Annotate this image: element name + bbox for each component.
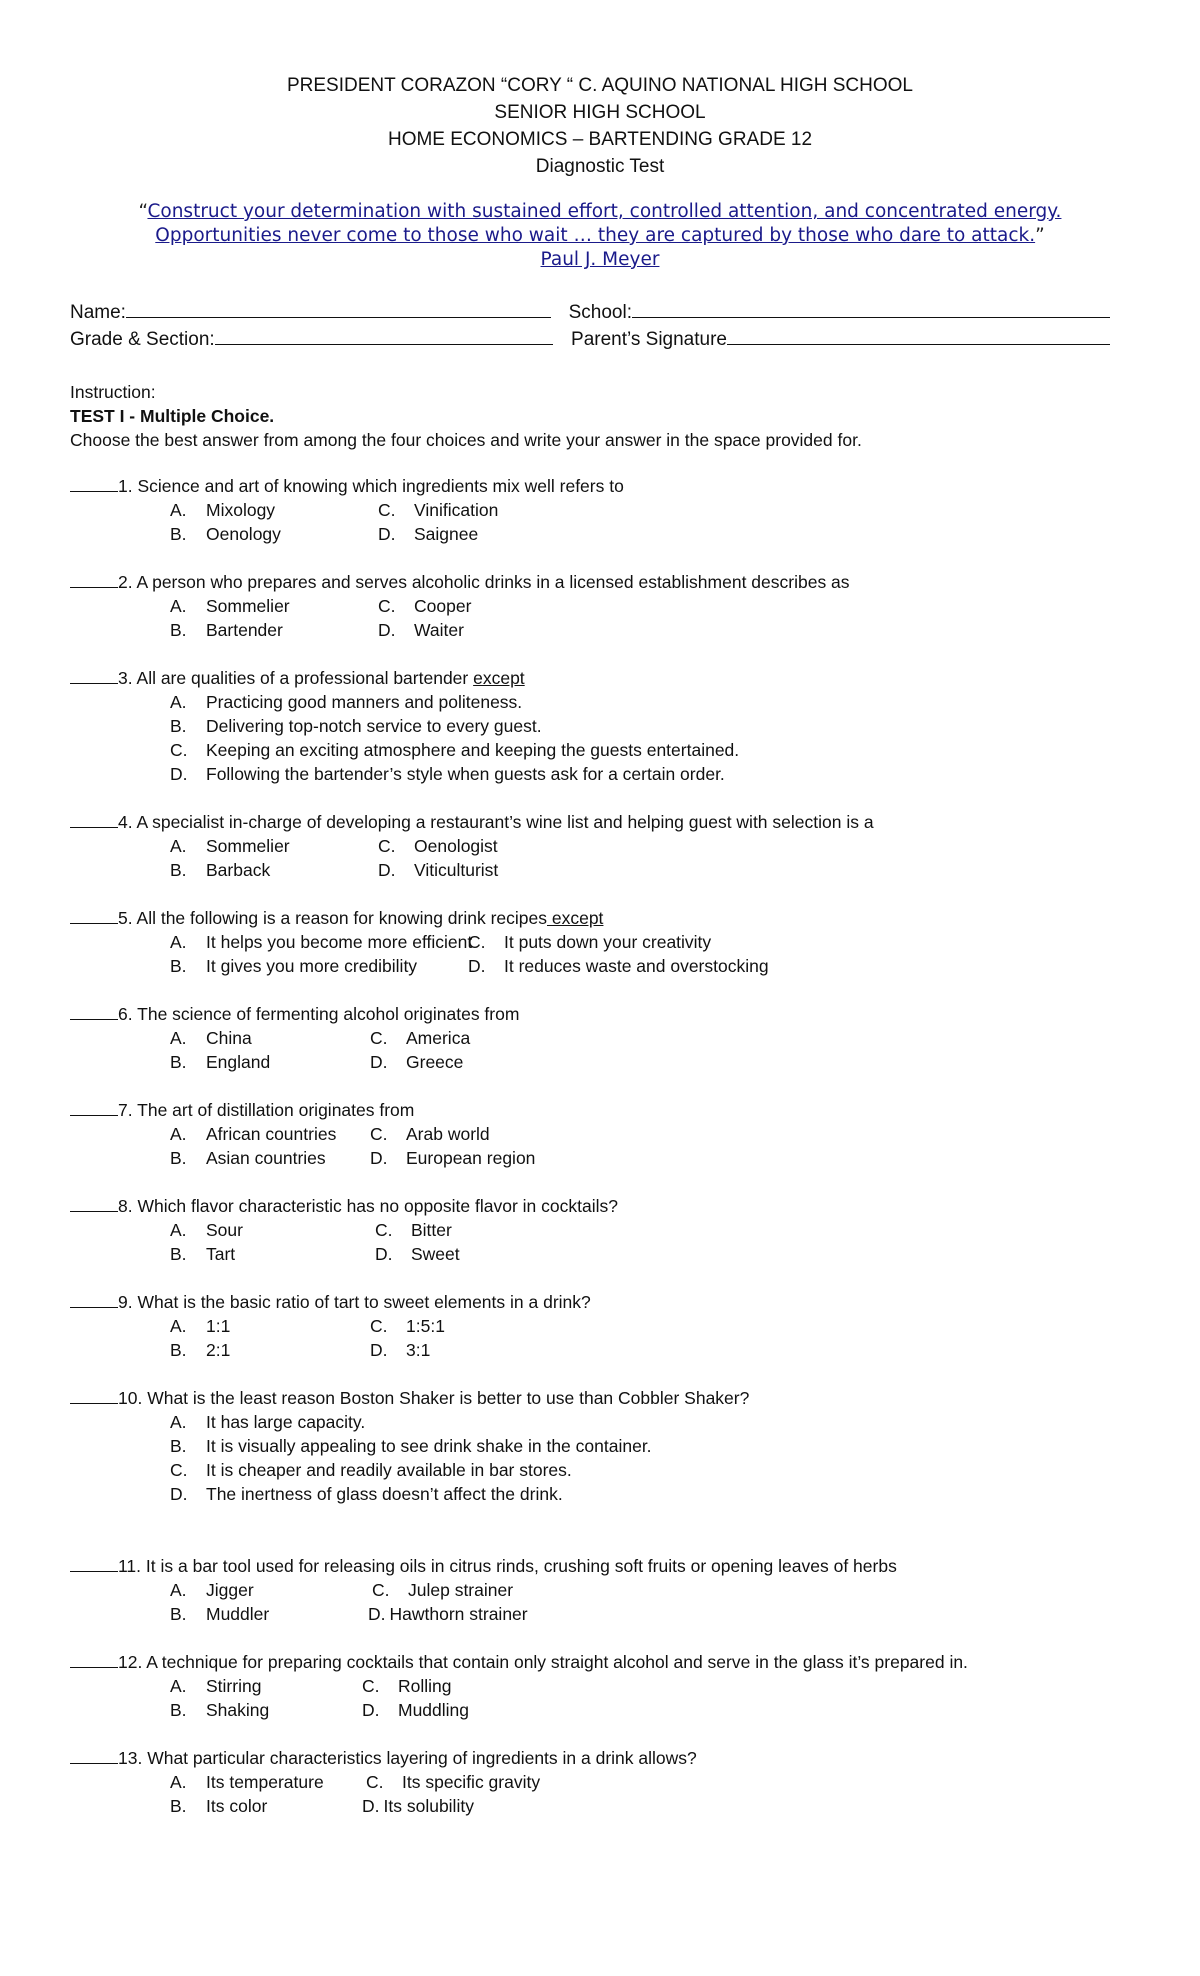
question-stem xyxy=(70,1746,1140,1770)
option-row xyxy=(70,1698,1140,1722)
option-text: It is cheaper and readily available in bar stores. xyxy=(206,1460,572,1480)
instructions xyxy=(70,380,1130,452)
option-letter: A. xyxy=(170,1316,187,1336)
quote-close-mark: ” xyxy=(1035,225,1045,246)
answer-options xyxy=(70,1122,1140,1170)
option-row xyxy=(70,1434,1140,1458)
option-letter: C. xyxy=(362,1676,380,1696)
option-letter: C. xyxy=(378,500,396,520)
option-text: Sour xyxy=(206,1220,243,1240)
option-text: 2:1 xyxy=(206,1340,231,1360)
answer-option xyxy=(372,1578,513,1602)
question-text: A person who prepares and serves alcoholic drinks in a licensed establishment describes as xyxy=(136,572,850,592)
option-text: Its solubility xyxy=(383,1796,474,1816)
answer-option xyxy=(378,618,464,642)
question-stem xyxy=(70,474,1140,498)
option-text: Stirring xyxy=(206,1676,262,1696)
answer-option xyxy=(170,594,290,618)
answer-option xyxy=(375,1218,452,1242)
answer-option xyxy=(170,1026,252,1050)
option-letter: A. xyxy=(170,596,187,616)
option-text: 3:1 xyxy=(406,1340,431,1360)
answer-option xyxy=(362,1674,452,1698)
option-text: Asian countries xyxy=(206,1148,326,1168)
option-letter: B. xyxy=(170,1700,187,1720)
question-text: A specialist in-charge of developing a restaurant’s wine list and helping guest with selection is a xyxy=(136,812,874,832)
answer-blank[interactable] xyxy=(70,475,118,492)
answer-option xyxy=(170,498,275,522)
option-letter: D. xyxy=(378,860,396,880)
option-text: The inertness of glass doesn’t affect the drink. xyxy=(206,1484,563,1504)
option-text: Rolling xyxy=(398,1676,452,1696)
option-text: Delivering top-notch service to every guest. xyxy=(206,716,542,736)
answer-blank[interactable] xyxy=(70,907,118,924)
answer-option xyxy=(170,1698,269,1722)
option-text: Keeping an exciting atmosphere and keeping the guests entertained. xyxy=(206,740,740,760)
option-row xyxy=(70,1482,1140,1506)
answer-option xyxy=(366,1770,540,1794)
instruction-label: Instruction: xyxy=(70,382,156,402)
answer-option xyxy=(370,1314,445,1338)
option-letter: B. xyxy=(170,716,187,736)
option-letter: B. xyxy=(170,1436,187,1456)
answer-blank[interactable] xyxy=(70,1555,118,1572)
option-letter: D. xyxy=(370,1340,388,1360)
option-text: Viticulturist xyxy=(414,860,499,880)
question-stem xyxy=(70,1098,1140,1122)
answer-option xyxy=(170,954,417,978)
option-letter: C. xyxy=(370,1316,388,1336)
option-text: Julep strainer xyxy=(408,1580,514,1600)
option-text: 1:1 xyxy=(206,1316,231,1336)
option-text: Cooper xyxy=(414,596,472,616)
question-stem xyxy=(70,1290,1140,1314)
option-text: Greece xyxy=(406,1052,464,1072)
option-text: Muddler xyxy=(206,1604,270,1624)
answer-blank[interactable] xyxy=(70,1291,118,1308)
option-letter: B. xyxy=(170,860,187,880)
answer-options xyxy=(70,1026,1140,1074)
question-number: 10. xyxy=(118,1388,143,1408)
option-text: Its specific gravity xyxy=(402,1772,541,1792)
answer-blank[interactable] xyxy=(70,1651,118,1668)
option-row xyxy=(70,522,1140,546)
option-row xyxy=(70,1314,1140,1338)
option-letter: D. xyxy=(362,1700,380,1720)
quote-line-1: Construct your determination with sustained effort, controlled attention, and concentrated energy. xyxy=(147,201,1062,222)
option-letter: D. xyxy=(370,1052,388,1072)
answer-options xyxy=(70,1770,1140,1818)
test-title: Diagnostic Test xyxy=(535,156,665,177)
option-letter: C. xyxy=(372,1580,390,1600)
answer-options xyxy=(70,690,1140,786)
option-letter: A. xyxy=(170,836,187,856)
option-row xyxy=(70,954,1140,978)
option-letter: C. xyxy=(170,1460,188,1480)
question-number: 6. xyxy=(118,1004,133,1024)
option-text: It is visually appealing to see drink shake in the container. xyxy=(206,1436,652,1456)
option-text: It puts down your creativity xyxy=(504,932,712,952)
option-text: Its temperature xyxy=(206,1772,324,1792)
question-number: 1. xyxy=(118,476,133,496)
option-letter: A. xyxy=(170,692,187,712)
option-letter: B. xyxy=(170,1052,187,1072)
question-number: 2. xyxy=(118,572,133,592)
answer-option xyxy=(170,834,290,858)
option-row xyxy=(70,1026,1140,1050)
option-text: Shaking xyxy=(206,1700,270,1720)
answer-option xyxy=(370,1122,490,1146)
motivational-quote xyxy=(0,200,1200,272)
option-letter: A. xyxy=(170,1412,187,1432)
test-section-title: TEST I - Multiple Choice. xyxy=(70,406,275,426)
answer-option xyxy=(170,522,281,546)
question-item xyxy=(70,1554,1140,1626)
answer-option xyxy=(378,834,498,858)
answer-option xyxy=(170,690,522,714)
question-stem xyxy=(70,1194,1140,1218)
answer-option xyxy=(362,1794,474,1818)
answer-options xyxy=(70,930,1140,978)
question-text: What particular characteristics layering of ingredients in a drink allows? xyxy=(147,1748,697,1768)
question-item xyxy=(70,1746,1140,1818)
answer-option xyxy=(170,1242,235,1266)
option-row xyxy=(70,498,1140,522)
option-text: China xyxy=(206,1028,252,1048)
option-letter: D. xyxy=(370,1148,388,1168)
option-letter: C. xyxy=(370,1124,388,1144)
option-letter: B. xyxy=(170,1796,187,1816)
name-field-line[interactable] xyxy=(126,299,551,318)
answer-blank[interactable] xyxy=(70,811,118,828)
option-letter: B. xyxy=(170,1244,187,1264)
question-item xyxy=(70,666,1140,786)
option-text: It has large capacity. xyxy=(206,1412,366,1432)
question-item xyxy=(70,570,1140,642)
option-row xyxy=(70,1458,1140,1482)
option-letter: A. xyxy=(170,1220,187,1240)
answer-option xyxy=(170,1602,269,1626)
option-text: Waiter xyxy=(414,620,464,640)
answer-option xyxy=(170,930,472,954)
answer-option xyxy=(378,498,498,522)
option-row xyxy=(70,1338,1140,1362)
question-item xyxy=(70,1194,1140,1266)
option-letter: D. xyxy=(378,620,396,640)
option-letter: D. xyxy=(170,1484,188,1504)
option-row xyxy=(70,762,1140,786)
option-letter: D. xyxy=(468,956,486,976)
option-letter: D. xyxy=(170,764,188,784)
option-row xyxy=(70,1242,1140,1266)
option-letter: A. xyxy=(170,932,187,952)
answer-option xyxy=(375,1242,460,1266)
answer-option xyxy=(370,1050,463,1074)
answer-option xyxy=(170,1434,652,1458)
question-stem xyxy=(70,1002,1140,1026)
question-text: What is the least reason Boston Shaker is better to use than Cobbler Shaker? xyxy=(147,1388,750,1408)
question-stem xyxy=(70,1386,1140,1410)
option-letter: C. xyxy=(170,740,188,760)
option-row xyxy=(70,1602,1140,1626)
option-letter: C. xyxy=(378,596,396,616)
answer-option xyxy=(170,1410,365,1434)
answer-options xyxy=(70,1674,1140,1722)
question-stem xyxy=(70,570,1140,594)
grade-section-field-line[interactable] xyxy=(215,326,553,345)
answer-option xyxy=(378,594,471,618)
option-text: It helps you become more efficient xyxy=(206,932,473,952)
option-letter: C. xyxy=(375,1220,393,1240)
option-text: Muddling xyxy=(398,1700,470,1720)
answer-option xyxy=(378,858,498,882)
option-letter: B. xyxy=(170,1148,187,1168)
question-text: All are qualities of a professional bartender xyxy=(136,668,474,688)
option-row xyxy=(70,1410,1140,1434)
option-text: Oenology xyxy=(206,524,281,544)
answer-blank[interactable] xyxy=(70,667,118,684)
name-label: Name: xyxy=(70,302,126,323)
option-letter: B. xyxy=(170,1604,187,1624)
answer-option xyxy=(170,762,725,786)
option-row xyxy=(70,594,1140,618)
answer-option xyxy=(468,930,711,954)
option-letter: C. xyxy=(366,1772,384,1792)
option-text: Tart xyxy=(206,1244,236,1264)
option-row xyxy=(70,858,1140,882)
option-text: America xyxy=(406,1028,471,1048)
answer-option xyxy=(170,1794,267,1818)
question-number: 12. xyxy=(118,1652,143,1672)
answer-option xyxy=(170,1146,326,1170)
option-letter: A. xyxy=(170,1772,187,1792)
option-letter: B. xyxy=(170,524,187,544)
option-text: It gives you more credibility xyxy=(206,956,418,976)
option-text: African countries xyxy=(206,1124,337,1144)
answer-options xyxy=(70,498,1140,546)
option-row xyxy=(70,1578,1140,1602)
answer-option xyxy=(468,954,769,978)
answer-option xyxy=(170,1674,261,1698)
option-letter: A. xyxy=(170,1676,187,1696)
option-letter: D. xyxy=(378,524,396,544)
option-row xyxy=(70,1674,1140,1698)
question-text: The science of fermenting alcohol originates from xyxy=(137,1004,520,1024)
answer-blank[interactable] xyxy=(70,571,118,588)
option-row xyxy=(70,1794,1140,1818)
quote-open-mark: “ xyxy=(138,201,148,222)
option-row xyxy=(70,834,1140,858)
question-stem xyxy=(70,810,1140,834)
answer-blank[interactable] xyxy=(70,1003,118,1020)
answer-option xyxy=(170,1770,324,1794)
option-text: Oenologist xyxy=(414,836,498,856)
option-text: Sweet xyxy=(411,1244,460,1264)
question-item xyxy=(70,1098,1140,1170)
option-letter: A. xyxy=(170,1028,187,1048)
option-text: Bartender xyxy=(206,620,283,640)
question-list xyxy=(70,474,1140,1842)
answer-options xyxy=(70,1314,1140,1362)
option-text: Hawthorn strainer xyxy=(389,1604,528,1624)
question-number: 9. xyxy=(118,1292,133,1312)
parent-signature-field-line[interactable] xyxy=(727,326,1110,345)
option-text: Saignee xyxy=(414,524,479,544)
quote-line-2: Opportunities never come to those who wait … they are captured by those who dare to attack. xyxy=(155,225,1036,246)
answer-option xyxy=(370,1338,430,1362)
answer-option xyxy=(170,1578,254,1602)
school-label: School: xyxy=(568,302,632,323)
option-text: Its color xyxy=(206,1796,268,1816)
option-row xyxy=(70,738,1140,762)
student-info-fields xyxy=(70,299,1110,353)
answer-blank[interactable] xyxy=(70,1387,118,1404)
option-letter: B. xyxy=(170,956,187,976)
option-text: It reduces waste and overstocking xyxy=(504,956,769,976)
option-text: Sommelier xyxy=(206,836,290,856)
question-item xyxy=(70,906,1140,978)
question-number: 11. xyxy=(118,1556,142,1576)
question-text: A technique for preparing cocktails that contain only straight alcohol and serve in the glass it’s prepared in. xyxy=(146,1652,968,1672)
question-text: Which flavor characteristic has no opposite flavor in cocktails? xyxy=(137,1196,618,1216)
subject-title: HOME ECONOMICS – BARTENDING GRADE 12 xyxy=(387,129,813,150)
question-item xyxy=(70,474,1140,546)
option-text: England xyxy=(206,1052,271,1072)
option-row xyxy=(70,930,1140,954)
instruction-text: Choose the best answer from among the four choices and write your answer in the space provided for. xyxy=(70,430,862,450)
option-text: Jigger xyxy=(206,1580,254,1600)
answer-option xyxy=(170,1338,230,1362)
question-text: It is a bar tool used for releasing oils in citrus rinds, crushing soft fruits or opening leaves of herbs xyxy=(145,1556,897,1576)
option-letter: A. xyxy=(170,1580,187,1600)
option-letter: C. xyxy=(468,932,486,952)
option-letter: C. xyxy=(378,836,396,856)
question-text: The art of distillation originates from xyxy=(137,1100,415,1120)
option-letter: A. xyxy=(170,1124,187,1144)
answer-options xyxy=(70,1410,1140,1506)
option-text: Bitter xyxy=(411,1220,452,1240)
answer-option xyxy=(170,1218,243,1242)
question-stem xyxy=(70,666,1140,690)
option-text: Vinification xyxy=(414,500,499,520)
option-letter: D. xyxy=(368,1604,386,1624)
answer-options xyxy=(70,594,1140,642)
option-text: Arab world xyxy=(406,1124,490,1144)
question-text: What is the basic ratio of tart to sweet elements in a drink? xyxy=(137,1292,591,1312)
answer-options xyxy=(70,1578,1140,1626)
question-emphasis: except xyxy=(473,668,525,688)
option-row xyxy=(70,690,1140,714)
answer-option xyxy=(170,714,542,738)
question-number: 13. xyxy=(118,1748,143,1768)
option-text: Practicing good manners and politeness. xyxy=(206,692,523,712)
option-row xyxy=(70,1146,1140,1170)
answer-blank[interactable] xyxy=(70,1099,118,1116)
option-text: European region xyxy=(406,1148,536,1168)
quote-author: Paul J. Meyer xyxy=(540,249,660,270)
question-item xyxy=(70,1650,1140,1722)
answer-option xyxy=(170,858,270,882)
option-text: Barback xyxy=(206,860,271,880)
answer-option xyxy=(170,1482,563,1506)
answer-option xyxy=(368,1602,528,1626)
answer-option xyxy=(170,618,283,642)
question-stem xyxy=(70,1650,1140,1674)
question-item xyxy=(70,1386,1140,1506)
question-stem xyxy=(70,906,1140,930)
option-text: 1:5:1 xyxy=(406,1316,445,1336)
answer-option xyxy=(370,1146,535,1170)
answer-option xyxy=(370,1026,470,1050)
option-letter: D. xyxy=(362,1796,380,1816)
answer-option xyxy=(378,522,478,546)
answer-option xyxy=(170,1458,572,1482)
document-header xyxy=(0,72,1200,180)
question-emphasis: except xyxy=(547,908,604,928)
question-number: 7. xyxy=(118,1100,133,1120)
option-letter: B. xyxy=(170,620,187,640)
option-row xyxy=(70,1218,1140,1242)
question-number: 5. xyxy=(118,908,133,928)
school-name: PRESIDENT CORAZON “CORY “ C. AQUINO NATIONAL HIGH SCHOOL xyxy=(286,75,914,96)
question-text: Science and art of knowing which ingredients mix well refers to xyxy=(137,476,624,496)
answer-option xyxy=(170,1122,336,1146)
grade-section-label: Grade & Section: xyxy=(70,329,215,350)
option-row xyxy=(70,1770,1140,1794)
option-text: Mixology xyxy=(206,500,276,520)
parent-signature-label: Parent’s Signature xyxy=(571,329,727,350)
answer-options xyxy=(70,834,1140,882)
question-item xyxy=(70,1290,1140,1362)
question-text: All the following is a reason for knowing drink recipes xyxy=(136,908,547,928)
option-letter: A. xyxy=(170,500,187,520)
option-letter: C. xyxy=(370,1028,388,1048)
question-number: 4. xyxy=(118,812,133,832)
answer-options xyxy=(70,1218,1140,1266)
option-text: Sommelier xyxy=(206,596,290,616)
option-letter: D. xyxy=(375,1244,393,1264)
option-text: Following the bartender’s style when guests ask for a certain order. xyxy=(206,764,725,784)
question-number: 8. xyxy=(118,1196,133,1216)
option-letter: B. xyxy=(170,1340,187,1360)
answer-blank[interactable] xyxy=(70,1747,118,1764)
question-item xyxy=(70,810,1140,882)
option-row xyxy=(70,618,1140,642)
answer-blank[interactable] xyxy=(70,1195,118,1212)
school-level: SENIOR HIGH SCHOOL xyxy=(494,102,706,123)
answer-option xyxy=(170,1050,270,1074)
question-item xyxy=(70,1002,1140,1074)
answer-option xyxy=(170,1314,230,1338)
answer-option xyxy=(362,1698,469,1722)
school-field-line[interactable] xyxy=(632,299,1110,318)
option-row xyxy=(70,1122,1140,1146)
answer-option xyxy=(170,738,739,762)
option-row xyxy=(70,1050,1140,1074)
question-stem xyxy=(70,1554,1140,1578)
question-number: 3. xyxy=(118,668,133,688)
option-row xyxy=(70,714,1140,738)
